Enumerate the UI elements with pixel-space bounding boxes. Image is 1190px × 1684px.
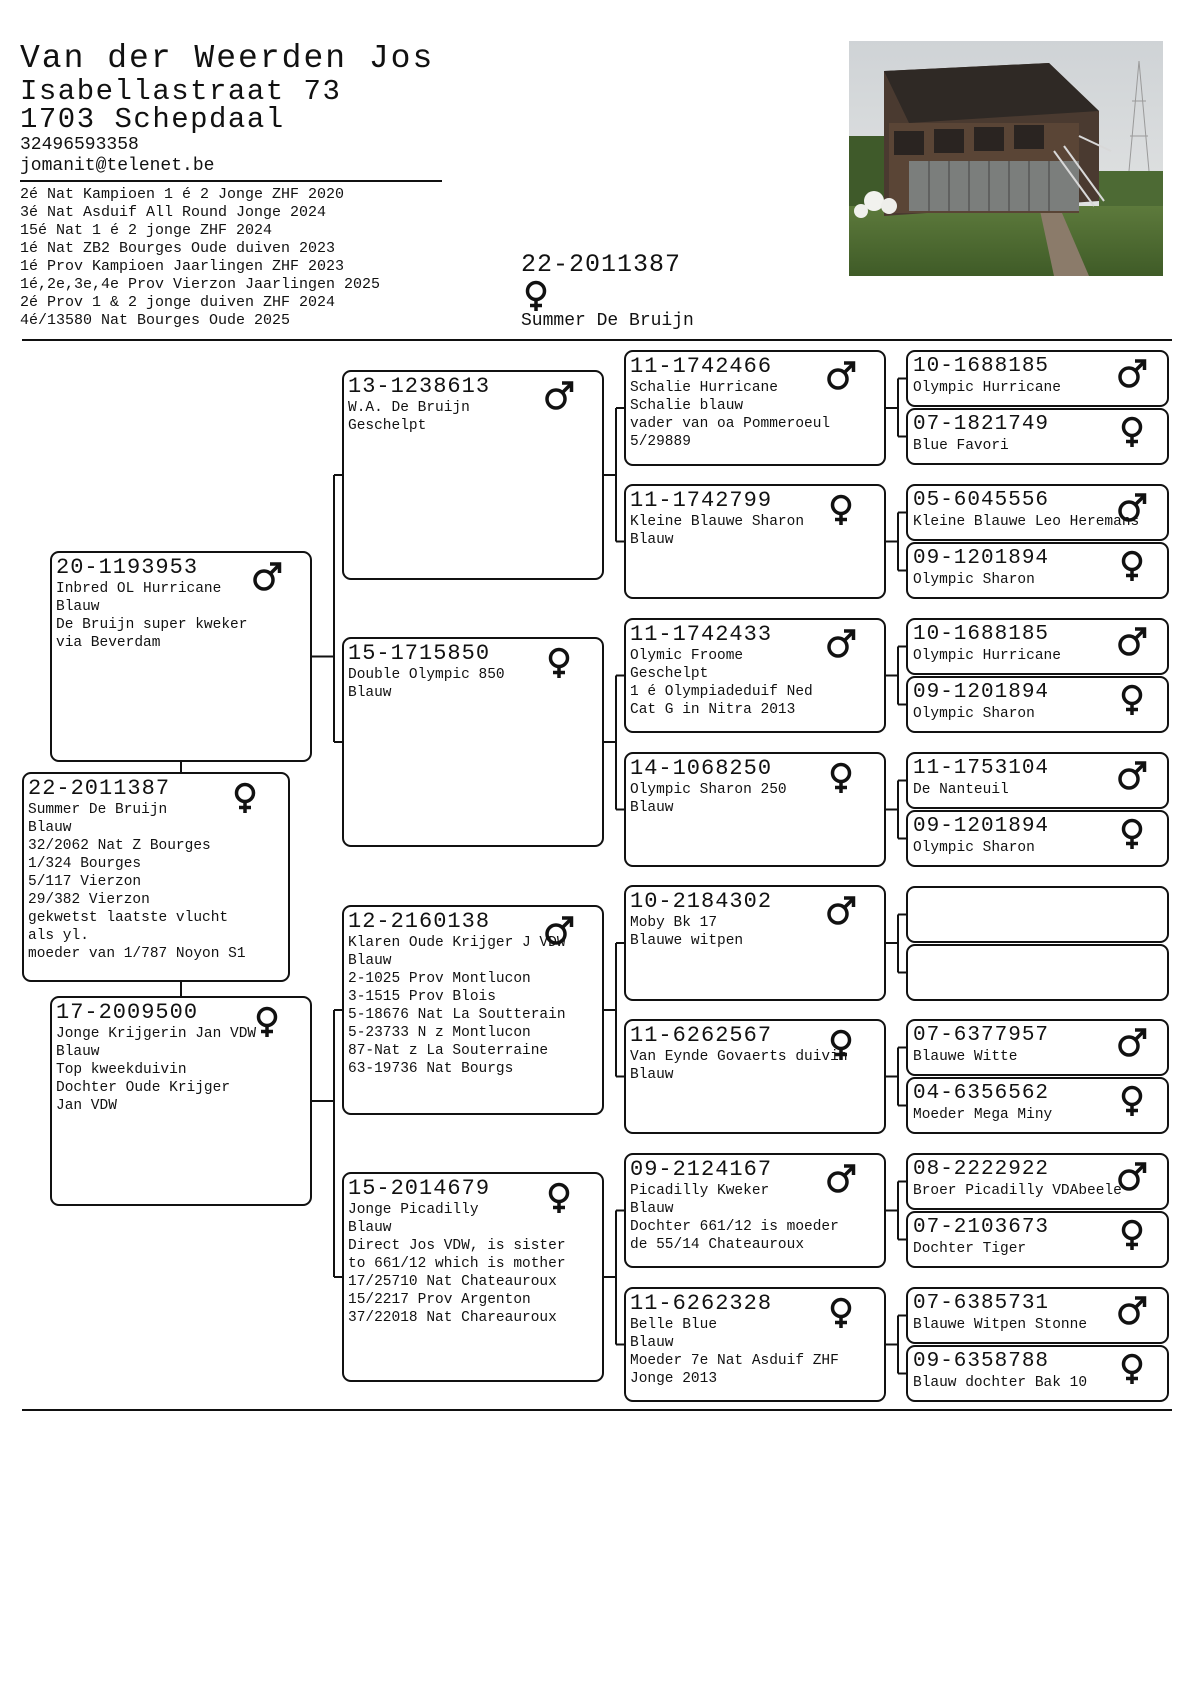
ring-number: 12-2160138 (348, 909, 491, 934)
bird-info-line: 1/324 Bourges (28, 856, 142, 872)
ring-number: 09-6358788 (913, 1350, 1050, 1373)
bird-info-line: Dochter Oude Krijger (56, 1080, 231, 1096)
bird-info-line: Olymic Froome (630, 648, 744, 664)
subject-name: Summer De Bruijn (521, 311, 694, 331)
bird-info-line: Olympic Sharon (913, 572, 1035, 588)
ancestor-box (906, 944, 1169, 1001)
male-icon (1117, 1027, 1147, 1059)
bird-info-line: Direct Jos VDW, is sister (348, 1238, 566, 1254)
ring-number: 11-6262328 (630, 1291, 773, 1316)
achievement-item: 1é Prov Kampioen Jaarlingen ZHF 2023 (20, 258, 345, 275)
bird-info-line: Double Olympic 850 (348, 667, 505, 683)
ring-number: 11-1742466 (630, 354, 773, 379)
ring-number: 07-1821749 (913, 413, 1050, 436)
subject-ring: 22-2011387 (521, 250, 682, 279)
ring-number: 10-1688185 (913, 623, 1050, 646)
bird-info-line: Blauw (56, 599, 100, 615)
father-box (50, 551, 312, 762)
great-grandparent-box (624, 1153, 886, 1268)
bird-info-line: Picadilly Kweker (630, 1183, 770, 1199)
grandparent-box (342, 637, 604, 847)
bird-info-line: 5/117 Vierzon (28, 874, 142, 890)
bird-info-line: Geschelpt (630, 666, 709, 682)
ring-number: 11-1753104 (913, 757, 1050, 780)
ancestor-box (906, 886, 1169, 943)
bird-info-line: Olympic Hurricane (913, 380, 1061, 396)
bird-info-line: 1 é Olympiadeduif Ned (630, 684, 813, 700)
bird-info-line: De Nanteuil (913, 782, 1009, 798)
achievement-item: 2é Nat Kampioen 1 é 2 Jonge ZHF 2020 (20, 186, 345, 203)
ring-number: 04-6356562 (913, 1082, 1050, 1105)
owner-city: 1703 Schepdaal (20, 103, 285, 136)
ring-number: 09-1201894 (913, 681, 1050, 704)
bird-info-line: Olympic Hurricane (913, 648, 1061, 664)
great-grandparent-box (624, 1287, 886, 1402)
bird-info-line: Moeder Mega Miny (913, 1107, 1053, 1123)
bird-info-line: Kleine Blauwe Sharon (630, 514, 805, 530)
bird-info-line: to 661/12 which is mother (348, 1256, 566, 1272)
owner-street: Isabellastraat 73 (20, 75, 342, 108)
bird-info-line: 32/2062 Nat Z Bourges (28, 838, 211, 854)
bird-info-line: 2-1025 Prov Montlucon (348, 971, 531, 987)
bird-info-line: Blauw (630, 800, 674, 816)
bird-info-line: Blue Favori (913, 438, 1009, 454)
male-icon (1117, 760, 1147, 792)
bird-info-line: vader van oa Pommeroeul (630, 416, 831, 432)
female-icon (1117, 1353, 1147, 1385)
bird-info-line: 5-23733 N z Montlucon (348, 1025, 531, 1041)
ancestor-box (906, 1287, 1169, 1344)
female-icon (1117, 416, 1147, 448)
male-icon (1117, 626, 1147, 658)
ancestor-box (906, 1019, 1169, 1076)
bird-info-line: Kleine Blauwe Leo Heremans (913, 514, 1140, 530)
bird-info-line: Blauw dochter Bak 10 (913, 1375, 1088, 1391)
ancestor-box (906, 618, 1169, 675)
female-icon (826, 494, 856, 526)
male-icon (544, 915, 574, 947)
bird-info-line: gekwetst laatste vlucht (28, 910, 229, 926)
bird-info-line: Blauw (56, 1044, 100, 1060)
bird-info-line: 29/382 Vierzon (28, 892, 150, 908)
ring-number: 14-1068250 (630, 756, 773, 781)
female-icon (1117, 818, 1147, 850)
ancestor-box (906, 1153, 1169, 1210)
bird-info-line: Blauwe witpen (630, 933, 744, 949)
bird-info-line: Jonge Picadilly (348, 1202, 479, 1218)
bird-info-line: de 55/14 Chateauroux (630, 1237, 805, 1253)
ring-number: 20-1193953 (56, 555, 199, 580)
ring-number: 11-1742433 (630, 622, 773, 647)
ancestor-box (906, 484, 1169, 541)
great-grandparent-box (624, 618, 886, 733)
achievement-item: 1é,2e,3e,4e Prov Vierzon Jaarlingen 2025 (20, 276, 381, 293)
achievement-item: 3é Nat Asduif All Round Jonge 2024 (20, 204, 327, 221)
ring-number: 11-1742799 (630, 488, 773, 513)
male-icon (1117, 358, 1147, 390)
bird-info-line: Inbred OL Hurricane (56, 581, 222, 597)
male-icon (826, 895, 856, 927)
female-icon (826, 762, 856, 794)
ring-number: 22-2011387 (28, 776, 171, 801)
female-icon (252, 1006, 282, 1038)
bird-info-line: Blauw (28, 820, 72, 836)
bird-info-line: Olympic Sharon (913, 706, 1035, 722)
bird-info-line: Klaren Oude Krijger J VDW (348, 935, 566, 951)
bird-info-line: via Beverdam (56, 635, 161, 651)
male-icon (1117, 1295, 1147, 1327)
ring-number: 11-6262567 (630, 1023, 773, 1048)
bird-info-line: Moby Bk 17 (630, 915, 718, 931)
bird-info-line: Blauw (630, 1201, 674, 1217)
ring-number: 10-2184302 (630, 889, 773, 914)
female-icon (1117, 1085, 1147, 1117)
bird-info-line: Belle Blue (630, 1317, 718, 1333)
bird-info-line: 63-19736 Nat Bourgs (348, 1061, 514, 1077)
bird-info-line: 5-18676 Nat La Soutterain (348, 1007, 566, 1023)
ring-number: 07-2103673 (913, 1216, 1050, 1239)
owner-phone: 32496593358 (20, 135, 139, 155)
bird-info-line: W.A. De Bruijn (348, 400, 470, 416)
bird-info-line: Olympic Sharon 250 (630, 782, 787, 798)
male-icon (826, 628, 856, 660)
great-grandparent-box (624, 752, 886, 867)
bird-info-line: Geschelpt (348, 418, 427, 434)
female-icon (826, 1029, 856, 1061)
bird-info-line: Dochter Tiger (913, 1241, 1027, 1257)
male-icon (1117, 1161, 1147, 1193)
ancestor-box (906, 1345, 1169, 1402)
ancestor-box (906, 810, 1169, 867)
owner-email: jomanit@telenet.be (20, 156, 215, 176)
bird-info-line: Olympic Sharon (913, 840, 1035, 856)
male-icon (1117, 492, 1147, 524)
great-grandparent-box (624, 350, 886, 466)
ancestor-box (906, 350, 1169, 407)
bird-info-line: als yl. (28, 928, 89, 944)
bird-info-line: Schalie Hurricane (630, 380, 778, 396)
male-icon (252, 561, 282, 593)
bird-info-line: Blauw (348, 953, 392, 969)
ring-number: 09-1201894 (913, 547, 1050, 570)
achievement-item: 1é Nat ZB2 Bourges Oude duiven 2023 (20, 240, 336, 257)
bird-info-line: Jan VDW (56, 1098, 117, 1114)
female-icon (544, 647, 574, 679)
bird-info-line: Broer Picadilly VDAbeele (913, 1183, 1122, 1199)
ring-number: 07-6385731 (913, 1292, 1050, 1315)
ancestor-box (906, 542, 1169, 599)
bird-info-line: Blauw (348, 1220, 392, 1236)
female-icon (230, 782, 260, 814)
female-icon (1117, 1219, 1147, 1251)
achievement-item: 2é Prov 1 & 2 jonge duiven ZHF 2024 (20, 294, 336, 311)
bird-info-line: 37/22018 Nat Chareauroux (348, 1310, 557, 1326)
ring-number: 15-1715850 (348, 641, 491, 666)
bird-info-line: 17/25710 Nat Chateauroux (348, 1274, 557, 1290)
bird-info-line: Blauw (630, 532, 674, 548)
female-icon (544, 1182, 574, 1214)
owner-name: Van der Weerden Jos (20, 40, 435, 77)
bird-info-line: Jonge 2013 (630, 1371, 718, 1387)
ring-number: 07-6377957 (913, 1024, 1050, 1047)
bird-info-line: Blauw (630, 1335, 674, 1351)
bird-info-line: 3-1515 Prov Blois (348, 989, 496, 1005)
ancestor-box (906, 752, 1169, 809)
great-grandparent-box (624, 1019, 886, 1134)
ancestor-box (906, 1077, 1169, 1134)
bird-info-line: moeder van 1/787 Noyon S1 (28, 946, 246, 962)
ring-number: 13-1238613 (348, 374, 491, 399)
ring-number: 09-1201894 (913, 815, 1050, 838)
bird-info-line: Van Eynde Govaerts duivin (630, 1049, 848, 1065)
achievement-item: 15é Nat 1 é 2 jonge ZHF 2024 (20, 222, 273, 239)
ancestor-box (906, 1211, 1169, 1268)
male-icon (544, 380, 574, 412)
bird-info-line: 5/29889 (630, 434, 691, 450)
bird-info-line: Jonge Krijgerin Jan VDW (56, 1026, 257, 1042)
great-grandparent-box (624, 484, 886, 599)
female-icon (1117, 684, 1147, 716)
grandparent-box (342, 1172, 604, 1382)
bird-info-line: Summer De Bruijn (28, 802, 168, 818)
great-grandparent-box (624, 885, 886, 1001)
ring-number: 08-2222922 (913, 1158, 1050, 1181)
female-icon (826, 1297, 856, 1329)
bird-info-line: Moeder 7e Nat Asduif ZHF (630, 1353, 839, 1369)
bird-info-line: Top kweekduivin (56, 1062, 187, 1078)
bird-info-line: Dochter 661/12 is moeder (630, 1219, 839, 1235)
bird-info-line: 87-Nat z La Souterraine (348, 1043, 549, 1059)
ancestor-box (906, 408, 1169, 465)
bird-info-line: Blauwe Witte (913, 1049, 1018, 1065)
mother-box (50, 996, 312, 1206)
ring-number: 17-2009500 (56, 1000, 199, 1025)
grandparent-box (342, 905, 604, 1115)
ring-number: 15-2014679 (348, 1176, 491, 1201)
ancestor-box (906, 676, 1169, 733)
achievement-item: 4é/13580 Nat Bourges Oude 2025 (20, 312, 291, 329)
bird-info-line: 15/2217 Prov Argenton (348, 1292, 531, 1308)
ring-number: 09-2124167 (630, 1157, 773, 1182)
bird-info-line: Blauwe Witpen Stonne (913, 1317, 1088, 1333)
grandparent-box (342, 370, 604, 580)
bird-info-line: Cat G in Nitra 2013 (630, 702, 796, 718)
bird-info-line: Blauw (630, 1067, 674, 1083)
male-icon (826, 1163, 856, 1195)
bird-info-line: Blauw (348, 685, 392, 701)
bird-info-line: De Bruijn super kweker (56, 617, 248, 633)
subject-box (22, 772, 290, 982)
female-icon (1117, 550, 1147, 582)
ring-number: 05-6045556 (913, 489, 1050, 512)
bird-info-line: Schalie blauw (630, 398, 744, 414)
male-icon (826, 360, 856, 392)
ring-number: 10-1688185 (913, 355, 1050, 378)
